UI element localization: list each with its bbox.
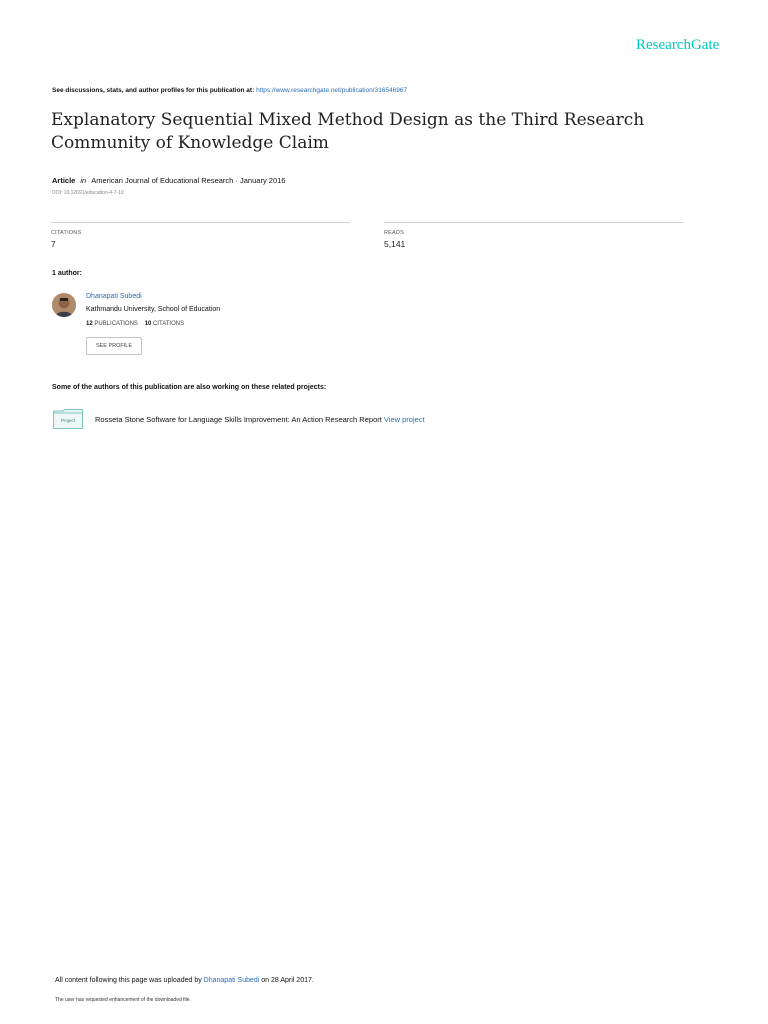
authors-heading: 1 author:: [52, 270, 82, 277]
project-folder-icon: [53, 409, 83, 429]
view-project-link[interactable]: View project: [383, 415, 425, 424]
article-type: Article: [52, 176, 76, 185]
project-icon-label: Project: [60, 418, 75, 423]
related-projects-heading: Some of the authors of this publication are also working on these related projects:: [52, 384, 327, 391]
author-avatar[interactable]: [52, 293, 76, 317]
author-publications-label: PUBLICATIONS: [94, 321, 138, 327]
upload-note: [55, 977, 314, 984]
paper-meta: [52, 176, 285, 185]
discussion-text: See discussions, stats, and author profiles for this publication at:: [52, 87, 255, 94]
publication-url-link[interactable]: https://www.researchgate.net/publication/316546967: [256, 87, 408, 94]
journal-date: American Journal of Educational Research · January 2016: [91, 176, 286, 185]
reads-label: READS: [384, 230, 404, 236]
author-affiliation: Kathmandu University, School of Education: [86, 306, 221, 313]
author-stats: [86, 321, 184, 327]
researchgate-logo[interactable]: ResearchGate: [636, 37, 720, 53]
discussion-line: [52, 87, 407, 94]
project-item: [95, 415, 425, 424]
project-title: Rosseta Stone Software for Language Skills Improvement: An Action Research Report: [95, 415, 382, 424]
reads-value: 5,141: [384, 239, 406, 249]
uploader-link[interactable]: Dhanapati Subedi: [203, 977, 260, 984]
upload-suffix: on 28 April 2017.: [261, 977, 314, 984]
paper-title: Explanatory Sequential Mixed Method Design as the Third Research Community of Knowledge Claim: [51, 110, 645, 153]
see-profile-button[interactable]: SEE PROFILE: [86, 337, 142, 355]
author-name-link[interactable]: Dhanapati Subedi: [86, 293, 142, 300]
citations-label: CITATIONS: [51, 230, 82, 236]
author-publications-count: 12: [86, 321, 93, 327]
author-citations-count: 10: [144, 321, 152, 327]
citations-value: 7: [51, 239, 56, 249]
author-citations-label: CITATIONS: [152, 321, 185, 327]
in-word: in: [80, 176, 87, 185]
divider-citations: [51, 222, 350, 223]
doi-text: DOI: 10.12691/education-4-7-10: [52, 190, 124, 196]
upload-prefix: All content following this page was uploaded by: [55, 977, 202, 984]
divider-reads: [384, 222, 683, 223]
enhancement-note: The user has requested enhancement of the downloaded file.: [55, 997, 191, 1003]
